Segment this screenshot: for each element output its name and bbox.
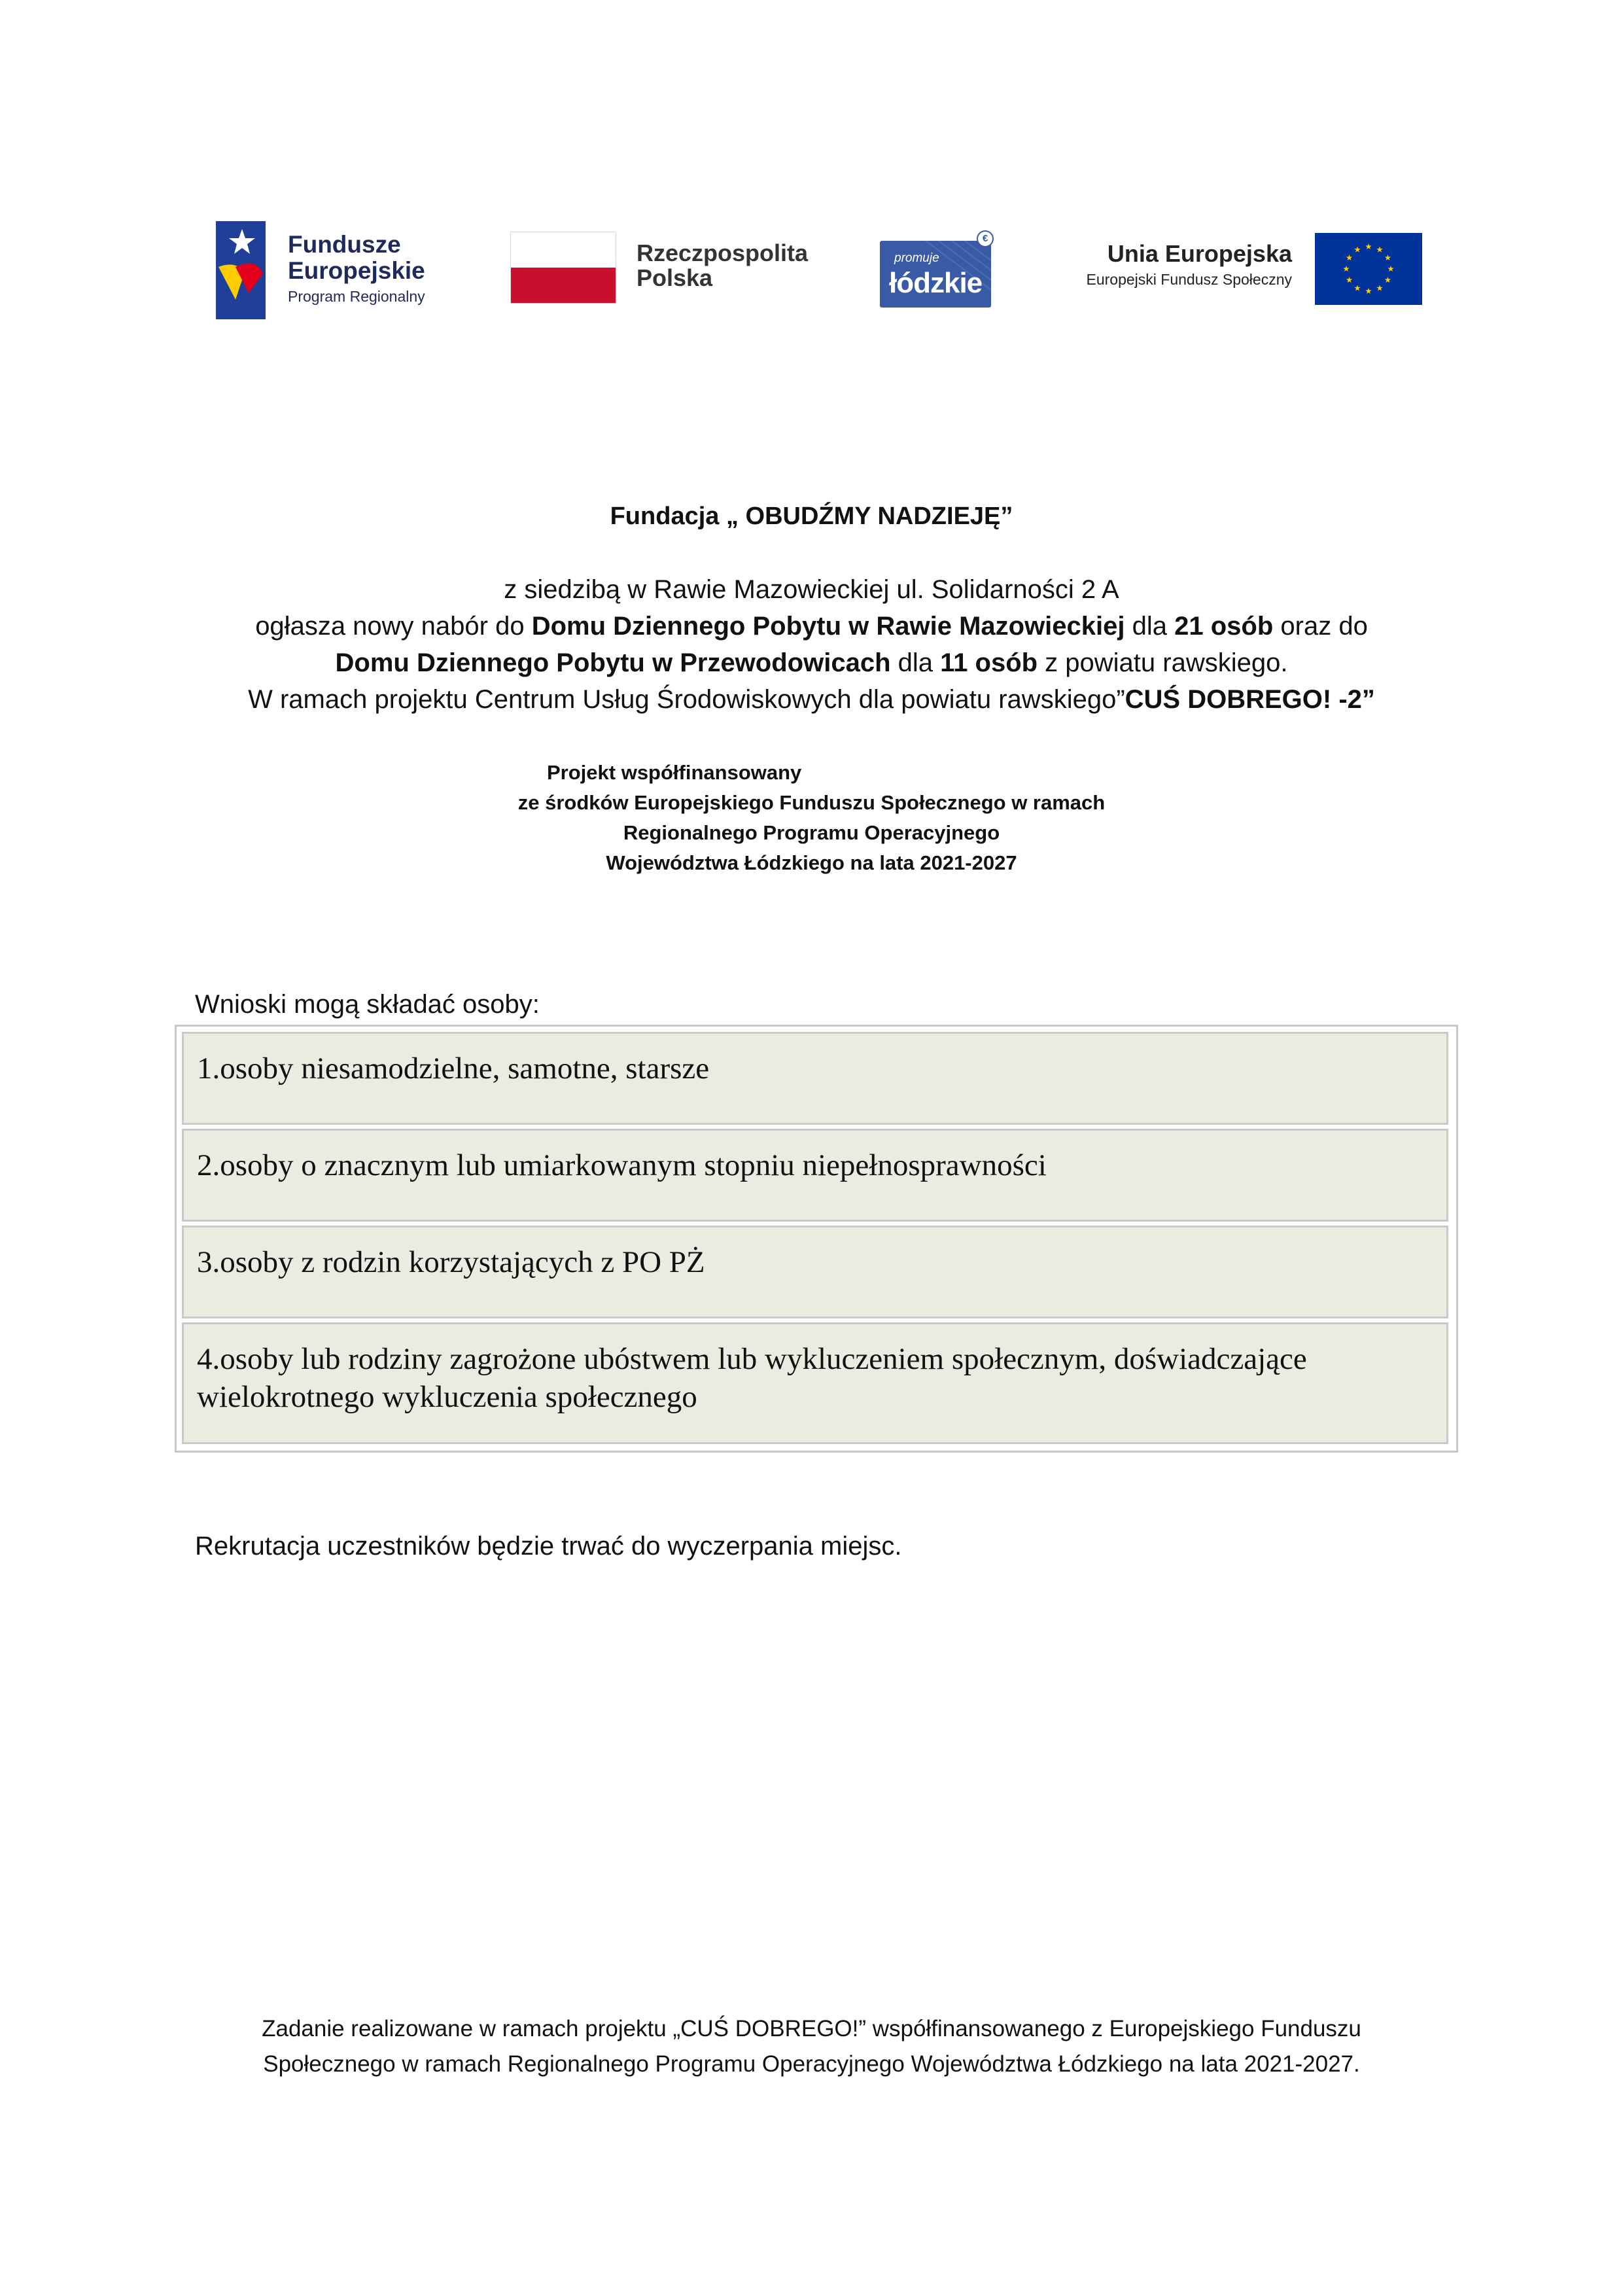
footer-line2: Społecznego w ramach Regionalnego Programu Operacyjnego Województwa Łódzkiego na lata 2021-2027.	[263, 2051, 1360, 2077]
fundusze-line2: Europejskie	[288, 257, 425, 284]
rp-line2: Polska	[637, 264, 713, 291]
eu-star-icon	[1343, 266, 1350, 272]
criteria-table	[175, 1025, 1458, 1453]
footer	[0, 2011, 1623, 2082]
polish-flag-icon	[510, 232, 616, 304]
project-info	[0, 788, 1623, 878]
fundusze-sub: Program Regionalny	[288, 288, 425, 305]
fundusze-star-icon	[216, 221, 266, 319]
lodzkie-name: łódzkie	[889, 267, 983, 299]
promuje-lodzkie-logo	[880, 216, 998, 327]
lodzkie-promuje: promuje	[894, 251, 939, 265]
rp-line1: Rzeczpospolita	[637, 239, 809, 266]
announcement-line2: ogłasza nowy nabór do Domu Dziennego Pobytu w Rawie Mazowieckiej dla 21 osób oraz do	[255, 612, 1368, 641]
criteria-row: 3.osoby z rodzin korzystających z PO PŻ	[182, 1226, 1448, 1318]
ue-name: Unia Europejska	[1107, 240, 1292, 267]
recruitment-note: Rekrutacja uczestników będzie trwać do wyczerpania miejsc.	[195, 1532, 902, 1561]
eu-star-icon	[1376, 247, 1383, 253]
page-title: Fundacja „ OBUDŹMY NADZIEJĘ”	[610, 503, 1013, 530]
project-line1: Projekt współfinansowany	[547, 761, 802, 784]
eu-star-icon	[1385, 277, 1391, 283]
unia-europejska-logo	[1066, 216, 1426, 327]
eu-star-icon	[1346, 277, 1353, 283]
announcement-line3: Domu Dziennego Pobytu w Przewodowicach dla 11 osób z powiatu rawskiego.	[335, 648, 1288, 677]
announcement	[0, 571, 1623, 718]
eu-star-icon	[1376, 285, 1383, 291]
eu-star-icon	[1365, 288, 1372, 294]
fundusze-europejskie-logo	[196, 216, 458, 327]
criteria-row: 1.osoby niesamodzielne, samotne, starsze	[182, 1032, 1448, 1125]
project-line4: Województwa Łódzkiego na lata 2021-2027	[606, 851, 1017, 874]
eu-star-icon	[1365, 243, 1372, 249]
eu-star-icon	[1387, 266, 1394, 272]
project-line3: Regionalnego Programu Operacyjnego	[623, 821, 1000, 844]
project-line2: ze środków Europejskiego Funduszu Społecznego w ramach	[517, 791, 1106, 814]
eu-star-icon	[1354, 285, 1361, 291]
footer-line1: Zadanie realizowane w ramach projektu „CUŚ DOBREGO!” współfinansowanego z Europejskiego Funduszu	[262, 2016, 1361, 2041]
criteria-row: 2.osoby o znacznym lub umiarkowanym stopniu niepełnosprawności	[182, 1129, 1448, 1222]
eu-stars-icon	[1315, 233, 1422, 305]
eu-flag-icon	[1315, 233, 1422, 305]
euro-icon: €	[977, 230, 994, 247]
criteria-row: 4.osoby lub rodziny zagrożone ubóstwem lub wykluczeniem społecznym, doświadczające wielokrotnego wykluczenia społecznego	[182, 1322, 1448, 1444]
announcement-line1: z siedzibą w Rawie Mazowieckiej ul. Solidarności 2 A	[504, 575, 1119, 604]
eligibility-intro: Wnioski mogą składać osoby:	[195, 990, 540, 1019]
announcement-line4: W ramach projektu Centrum Usług Środowiskowych dla powiatu rawskiego”CUŚ DOBREGO! -2”	[248, 685, 1375, 714]
rzeczpospolita-logo	[510, 216, 850, 327]
eu-star-icon	[1354, 247, 1361, 253]
fundusze-line1: Fundusze	[288, 231, 401, 258]
eu-star-icon	[1346, 255, 1353, 260]
logo-strip	[196, 216, 1426, 327]
eu-star-icon	[1385, 255, 1391, 260]
ue-sub: Europejski Fundusz Społeczny	[1086, 271, 1292, 288]
